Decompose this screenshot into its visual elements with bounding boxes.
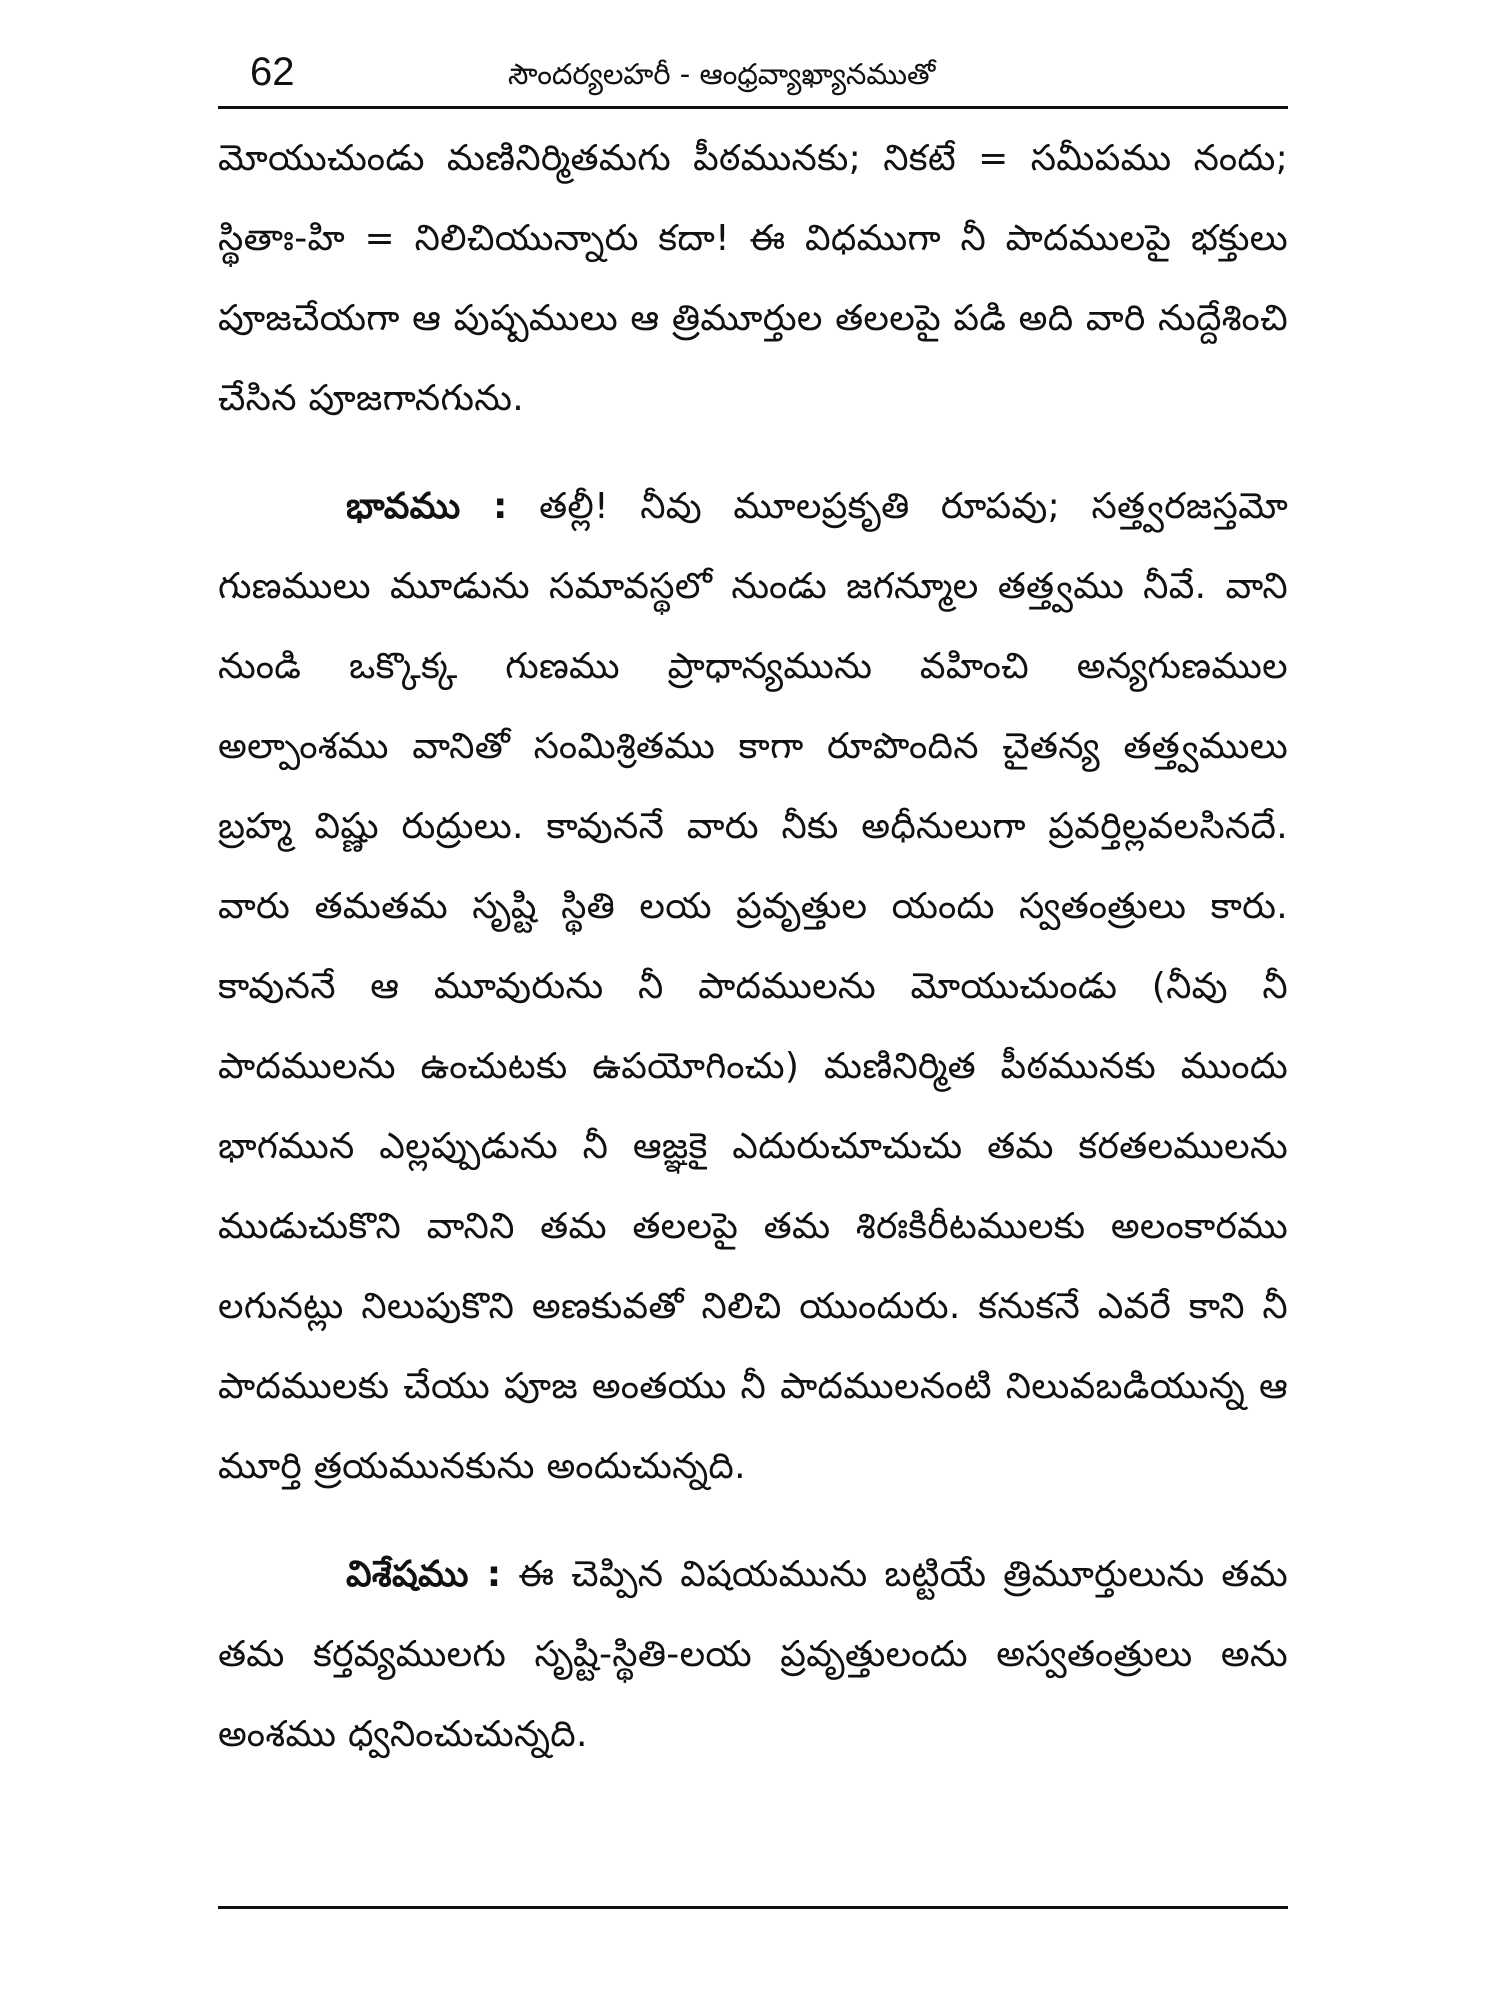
book-page [218, 40, 1288, 1970]
bhavamu-text: తల్లీ! నీవు మూలప్రకృతి రూపవు; సత్త్వరజస్తమో గుణములు మూడును సమావస్థలో నుండు జగన్మూల తత్త్వము నీవే. వాని నుండి ఒక్కొక్క గుణము ప్రాధాన్యమును వహించి అన్యగుణముల అల్పాంశము వానితో సంమిశ్రితము కాగా రూపొందిన చైతన్య తత్త్వములు బ్రహ్మ విష్ణు రుద్రులు. కావుననే వారు నీకు అధీనులుగా ప్రవర్తిల్లవలసినదే. వారు తమతమ సృష్టి స్థితి లయ ప్రవృత్తుల యందు స్వతంత్రులు కారు. కావుననే ఆ మూవురును నీ పాదములను మోయుచుండు (నీవు నీ పాదములను ఉంచుటకు ఉపయోగించు) మణినిర్మిత పీఠమునకు ముందు భాగమున ఎల్లప్పుడును నీ ఆజ్ఞకై ఎదురుచూచుచు తమ కరతలములను ముడుచుకొని వానిని తమ తలలపై తమ శిరఃకిరీటములకు అలంకారము లగునట్లు నిలుపుకొని అణకువతో నిలిచి యుందురు. కనుకనే ఎవరే కాని నీ పాదములకు చేయు పూజ అంతయు నీ పాదములనంటి నిలువబడియున్న ఆ మూర్తి త్రయమునకును అందుచున్నది. [218, 486, 1289, 1487]
running-title: సౌందర్యలహరీ - ఆంధ్రవ్యాఖ్యానముతో [508, 57, 936, 91]
visheshamu-text: ఈ చెప్పిన విషయమును బట్టియే త్రిమూర్తులును తమ తమ కర్తవ్యములగు సృష్టి-స్థితి-లయ ప్రవృత్తులందు అస్వతంత్రులు అను అంశము ధ్వనించుచున్నది. [218, 1554, 1289, 1755]
page-number: 62 [250, 50, 295, 94]
page-header [218, 40, 1288, 109]
continuation-paragraph: మోయుచుండు మణినిర్మితమగు పీఠమునకు; నికటే = సమీపము నందు; స్థితాః-హి = నిలిచియున్నారు కదా! ఈ విధముగా నీ పాదములపై భక్తులు పూజచేయగా ఆ పుష్పములు ఆ త్రిమూర్తుల తలలపై పడి అది వారి నుద్దేశించి చేసిన పూజగానగును. [218, 138, 1288, 419]
visheshamu-paragraph [218, 1535, 1288, 1775]
visheshamu-label: విశేషము : [346, 1554, 502, 1595]
bhavamu-label: భావము : [346, 486, 508, 527]
page-body [218, 119, 1288, 1775]
bhavamu-paragraph [218, 467, 1288, 1507]
footer-rule [218, 1906, 1288, 1909]
